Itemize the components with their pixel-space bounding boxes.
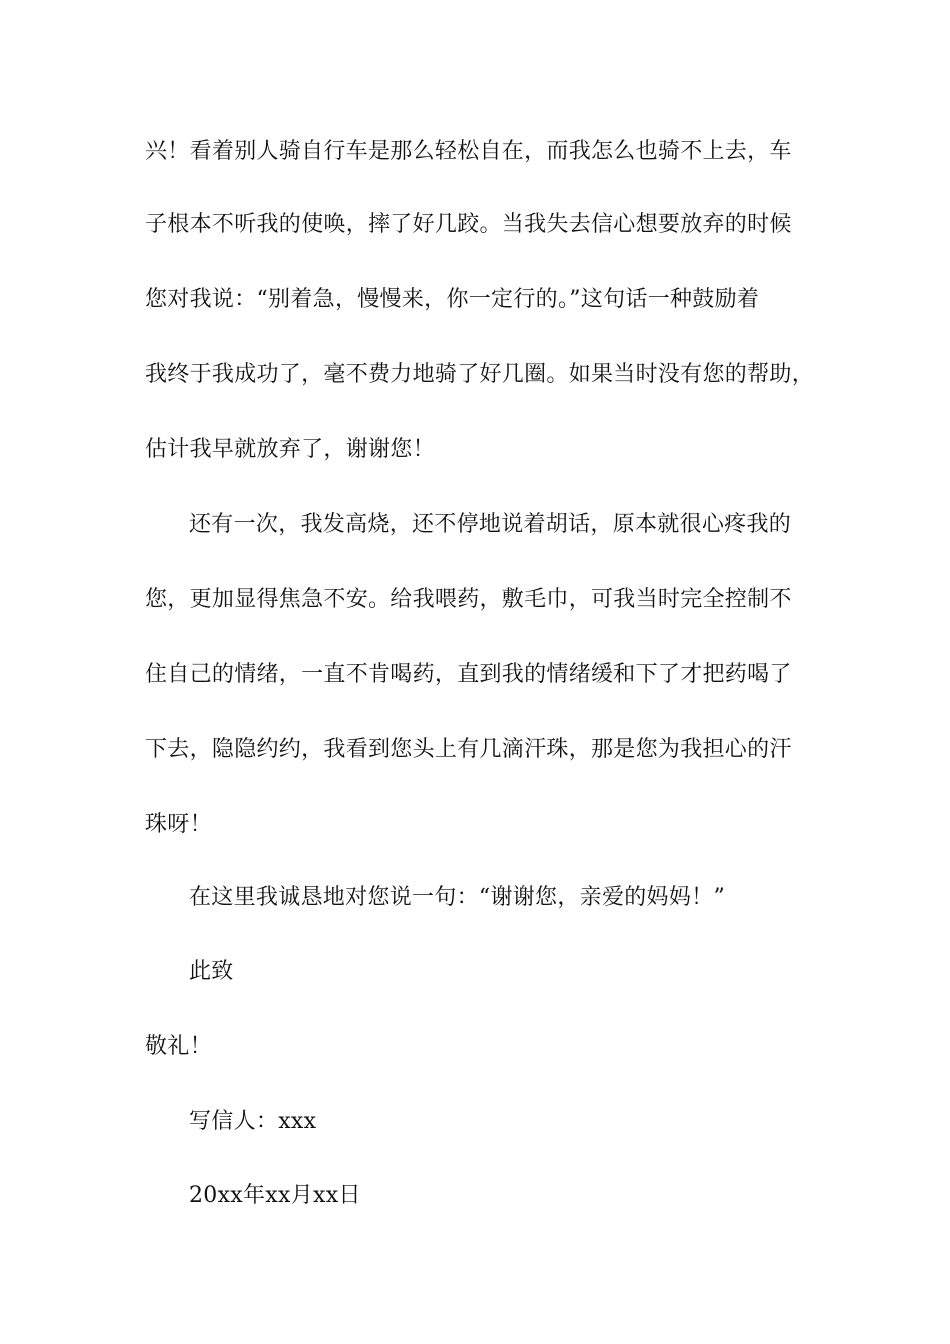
thanks-line: 在这里我诚恳地对您说一句：“谢谢您，亲爱的妈妈！”	[189, 885, 725, 910]
text-line: 子根本不听我的使唤，摔了好几跤。当我失去信心想要放弃的时候	[145, 212, 792, 237]
text-line: 估计我早就放弃了，谢谢您！	[145, 437, 435, 462]
text-line: 我终于我成功了，毫不费力地骑了好几圈。如果当时没有您的帮助，	[145, 362, 815, 387]
text-line: 您对我说：“别着急，慢慢来，你一定行的。”这句话一种鼓励着	[145, 287, 760, 312]
text-line: 下去，隐隐约约，我看到您头上有几滴汗珠，那是您为我担心的汗	[145, 737, 792, 762]
date-line: 20xx年xx月xx日	[189, 1183, 361, 1208]
closing-line: 此致	[189, 959, 234, 984]
salutation-line: 敬礼！	[145, 1034, 212, 1059]
text-line: 您，更加显得焦急不安。给我喂药，敷毛巾，可我当时完全控制不	[145, 587, 792, 612]
signature-line: 写信人：xxx	[189, 1109, 317, 1134]
text-line: 珠呀！	[145, 812, 212, 837]
text-line: 还有一次，我发高烧，还不停地说着胡话，原本就很心疼我的	[189, 512, 792, 537]
text-line: 住自己的情绪，一直不肯喝药，直到我的情绪缓和下了才把药喝了	[145, 662, 792, 687]
text-line: 兴！看着别人骑自行车是那么轻松自在，而我怎么也骑不上去，车	[145, 139, 792, 164]
